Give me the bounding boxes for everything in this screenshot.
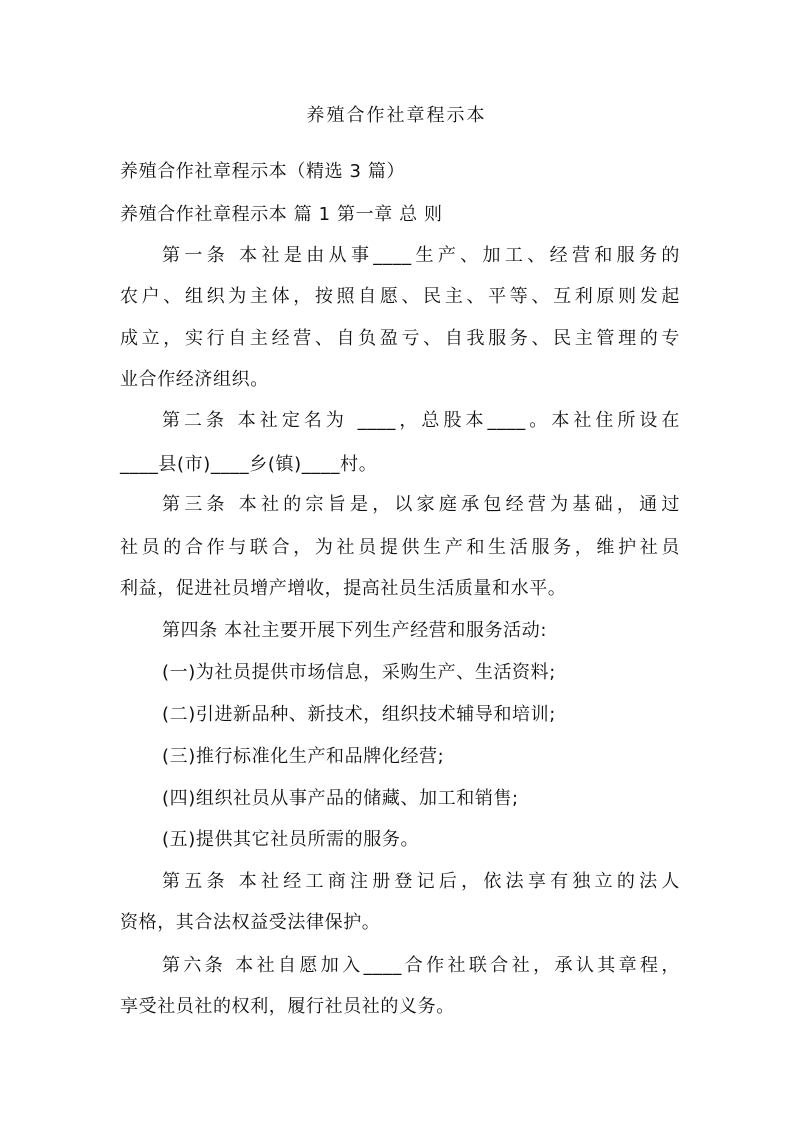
chapter-heading: 养殖合作社章程示本 篇 1 第一章 总 则: [120, 204, 443, 225]
article-1-line-4: 业合作经济组织。: [120, 369, 269, 390]
article-6-line-2: 享受社员社的权利，履行社员社的义务。: [120, 996, 455, 1017]
article-1-line-1: 第一条 本社是由从事____生产、加工、经营和服务的: [162, 245, 680, 266]
article-4-item-2: (二)引进新品种、新技术，组织技术辅导和培训;: [162, 704, 556, 725]
article-6-line-1: 第六条 本社自愿加入____合作社联合社，承认其章程，: [162, 955, 680, 976]
article-4-item-1: (一)为社员提供市场信息，采购生产、生活资料;: [162, 662, 556, 683]
article-2-line-2: ____县(市)____乡(镇)____村。: [120, 454, 378, 475]
article-3-line-2: 社员的合作与联合，为社员提供生产和生活服务，维护社员: [120, 537, 680, 558]
article-5-line-2: 资格，其合法权益受法律保护。: [120, 912, 381, 933]
article-4-line-1: 第四条 本社主要开展下列生产经营和服务活动:: [162, 620, 547, 641]
article-4-item-5: (五)提供其它社员所需的服务。: [162, 829, 420, 850]
article-3-line-1: 第三条 本社的宗旨是，以家庭承包经营为基础，通过: [162, 494, 680, 515]
article-5-line-1: 第五条 本社经工商注册登记后，依法享有独立的法人: [162, 871, 680, 892]
article-2-line-1: 第二条 本社定名为 ____，总股本____。本社住所设在: [162, 410, 680, 431]
document-title: 养殖合作社章程示本: [306, 105, 487, 126]
article-1-line-3: 成立，实行自主经营、自负盈亏、自我服务、民主管理的专: [120, 328, 680, 349]
article-4-item-3: (三)推行标准化生产和品牌化经营;: [162, 746, 445, 767]
article-3-line-3: 利益，促进社员增产增收，提高社员生活质量和水平。: [120, 578, 567, 599]
article-4-item-4: (四)组织社员从事产品的储藏、加工和销售;: [162, 788, 519, 809]
article-1-line-2: 农户、组织为主体，按照自愿、民主、平等、互利原则发起: [120, 286, 680, 307]
document-subtitle: 养殖合作社章程示本（精选 3 篇）: [120, 161, 406, 182]
